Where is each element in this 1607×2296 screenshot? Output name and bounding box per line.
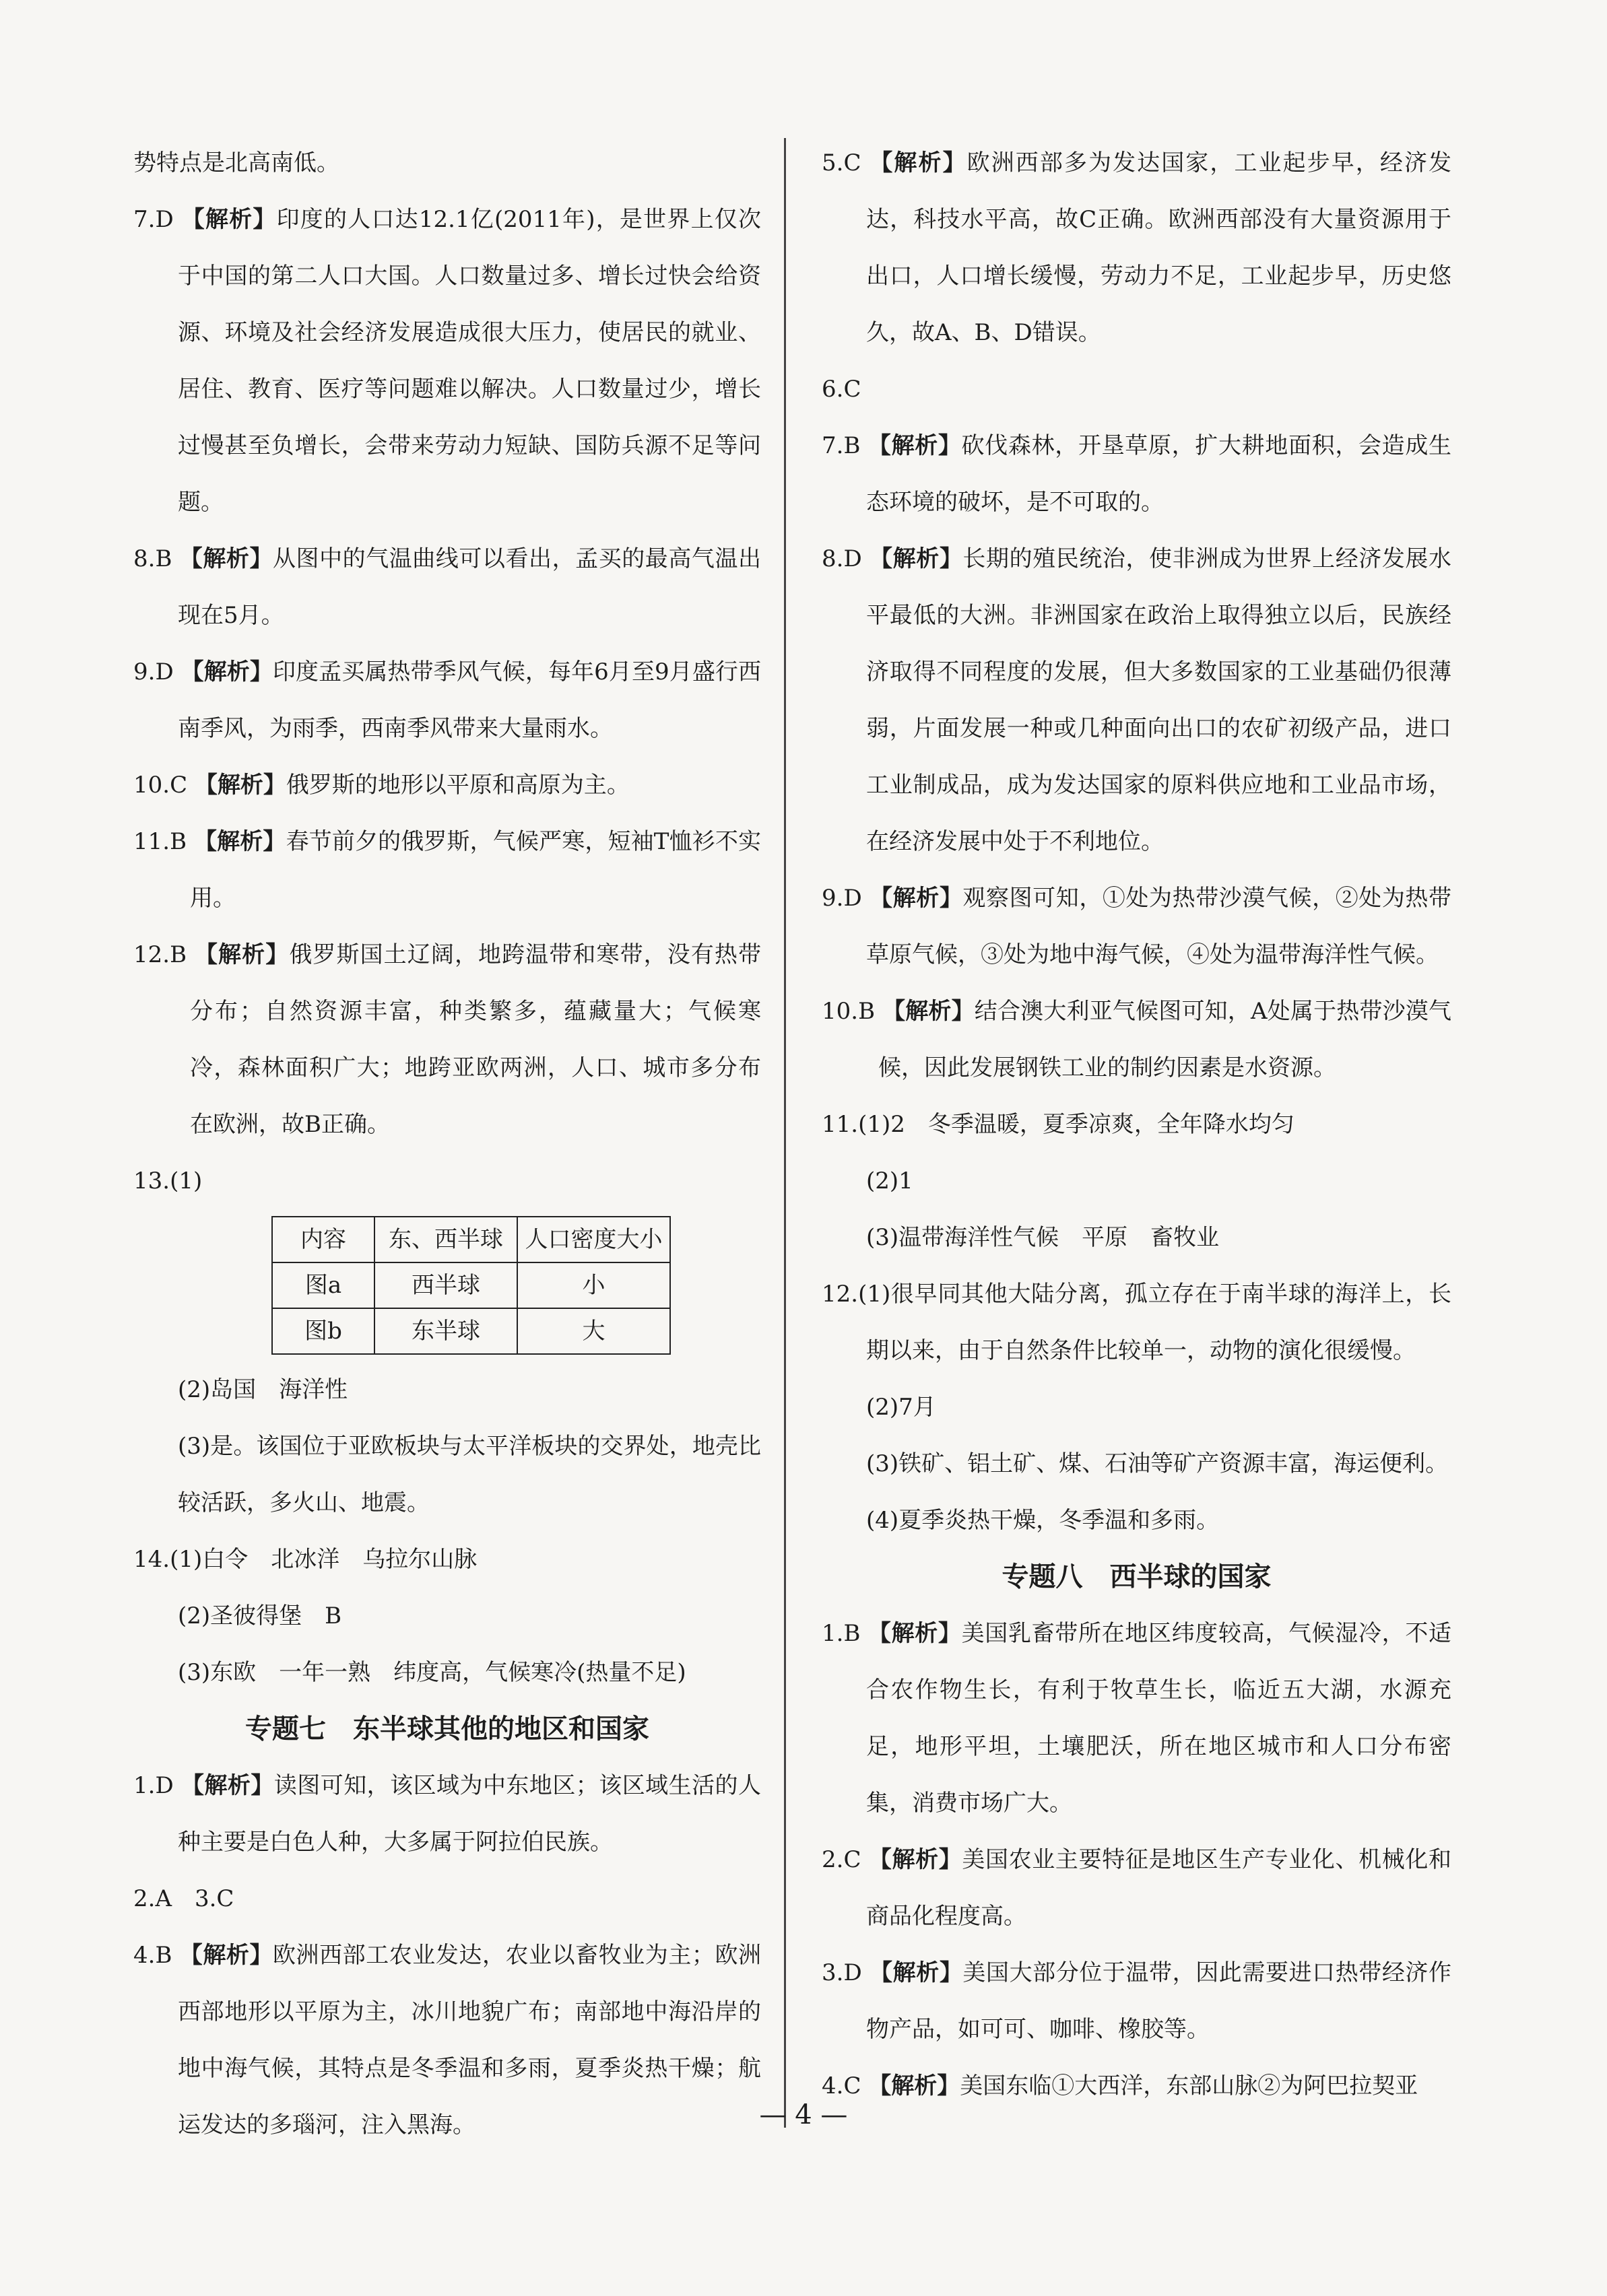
answer-11-part-3: (3)温带海洋性气候 平原 畜牧业 (866, 1224, 1220, 1251)
answer-12-part-2: (2)7月 (866, 1394, 936, 1421)
answer-number: 12.B (133, 941, 187, 968)
answer-number: 8.B (133, 545, 172, 572)
answer-number: 4.B (133, 1942, 172, 1969)
analysis-tag: 【解析】 (867, 1620, 962, 1647)
analysis-tag: 【解析】 (181, 659, 273, 685)
answer-number: 10.C (133, 772, 188, 799)
answer-number: 5.C (822, 149, 861, 176)
answer-text: 美国大部分位于温带，因此需要进口热带经济作物产品，如可可、咖啡、橡胶等。 (866, 1959, 1452, 2043)
answer-13-part-1: 13.(1) (133, 1168, 203, 1194)
answer-text: 结合澳大利亚气候图可知，A处属于热带沙漠气候，因此发展钢铁工业的制约因素是水资源。 (878, 998, 1451, 1081)
answer-text: 俄罗斯的地形以平原和高原为主。 (286, 772, 630, 799)
table-row (272, 1308, 670, 1354)
table-header-cell: 东、西半球 (374, 1217, 517, 1262)
s8-answer-2 (822, 1831, 1451, 1945)
answer-14-part-2: (2)圣彼得堡 B (178, 1602, 342, 1629)
answer-number: 1.B (822, 1620, 861, 1647)
answer-14-part-1: 14.(1)白令 北冰洋 乌拉尔山脉 (133, 1546, 478, 1573)
answer-number: 10.B (822, 998, 876, 1025)
page-number: — 4 — (759, 2099, 848, 2130)
table-cell: 西半球 (374, 1262, 517, 1308)
answer-text: 砍伐森林，开垦草原，扩大耕地面积，会造成生态环境的破坏，是不可取的。 (866, 432, 1452, 516)
analysis-tag: 【解析】 (870, 149, 967, 176)
answer-9 (133, 644, 761, 757)
analysis-tag: 【解析】 (181, 206, 277, 233)
analysis-tag: 【解析】 (194, 828, 286, 855)
column-divider (784, 138, 786, 2128)
answer-number: 9.D (133, 659, 174, 685)
answer-13-part-2: (2)岛国 海洋性 (178, 1376, 348, 1403)
answer-number: 7.B (822, 432, 861, 459)
answer-11 (133, 813, 761, 926)
continued-text: 势特点是北高南低。 (133, 149, 339, 176)
analysis-tag: 【解析】 (179, 1942, 273, 1969)
answer-12 (133, 926, 761, 1153)
answer-7 (133, 191, 761, 531)
table-header-cell: 内容 (272, 1217, 374, 1262)
analysis-tag: 【解析】 (870, 1959, 963, 1986)
table-cell: 大 (517, 1308, 670, 1354)
answer-12-part-4: (4)夏季炎热干燥，冬季温和多雨。 (866, 1507, 1220, 1534)
answer-text: 欧洲西部多为发达国家，工业起步早，经济发达，科技水平高，故C正确。欧洲西部没有大量资源用于出口，人口增长缓慢，劳动力不足，工业起步早，历史悠久，故A、B、D错误。 (866, 149, 1452, 346)
answer-text: 印度孟买属热带季风气候，每年6月至9月盛行西南季风，为雨季，西南季风带来大量雨水。 (178, 659, 762, 742)
answer-text: 印度的人口达12.1亿(2011年)，是世界上仅次于中国的第二人口大国。人口数量过多、增长过快会给资源、环境及社会经济发展造成很大压力，使居民的就业、居住、教育、医疗等问题难以解决。人口数量过少，增长过慢甚至负增长，会带来劳动力短缺、国防兵源不足等问题。 (178, 206, 761, 516)
answer-text: 从图中的气温曲线可以看出，孟买的最高气温出现在5月。 (178, 545, 761, 629)
analysis-tag: 【解析】 (867, 432, 962, 459)
answer-8 (133, 531, 761, 644)
table-header-row (272, 1217, 670, 1262)
table-cell: 图b (272, 1308, 374, 1354)
section-heading-7: 专题七 东半球其他的地区和国家 (245, 1714, 649, 1745)
analysis-tag: 【解析】 (882, 998, 975, 1025)
answer-number: 9.D (822, 885, 862, 912)
answer-13-part-3: (3)是。该国位于亚欧板块与太平洋板块的交界处，地壳比较活跃，多火山、地震。 (178, 1433, 761, 1516)
answer-5 (822, 135, 1451, 361)
answer-text: 长期的殖民统治，使非洲成为世界上经济发展水平最低的大洲。非洲国家在政治上取得独立以后，民族经济取得不同程度的发展，但大多数国家的工业基础仍很薄弱，片面发展一种或几种面向出口的农矿初级产品，进口工业制成品，成为发达国家的原料供应地和工业品市场，在经济发展中处于不利地位。 (866, 545, 1452, 855)
analysis-tag: 【解析】 (194, 941, 290, 968)
analysis-tag: 【解析】 (181, 1772, 274, 1799)
answer-text: 春节前夕的俄罗斯，气候严寒，短袖T恤衫不实用。 (190, 828, 762, 912)
table-header-cell: 人口密度大小 (517, 1217, 670, 1262)
answer-text: 观察图可知，①处为热带沙漠气候，②处为热带草原气候，③处为地中海气候，④处为温带海洋性气候。 (866, 885, 1452, 968)
answer-11-part-1: 11.(1)2 冬季温暖，夏季凉爽，全年降水均匀 (822, 1111, 1294, 1138)
answer-7 (822, 417, 1451, 531)
answer-text: 欧洲西部工农业发达，农业以畜牧业为主；欧洲西部地形以平原为主，冰川地貌广布；南部地中海沿岸的地中海气候，其特点是冬季温和多雨，夏季炎热干燥；航运发达的多瑙河，注入黑海。 (178, 1942, 761, 2138)
answer-number: 8.D (822, 545, 862, 572)
analysis-tag: 【解析】 (868, 1846, 962, 1873)
left-column (133, 135, 761, 2153)
s7-answer-2-3: 2.A 3.C (133, 1885, 234, 1912)
answer-text: 读图可知，该区域为中东地区；该区域生活的人种主要是白色人种，大多属于阿拉伯民族。 (178, 1772, 762, 1856)
s8-answer-3 (822, 1945, 1451, 2058)
answer-text: 俄罗斯国土辽阔，地跨温带和寒带，没有热带分布；自然资源丰富，种类繁多，蕴藏量大；气候寒冷，森林面积广大；地跨亚欧两洲，人口、城市多分布在欧洲，故B正确。 (190, 941, 762, 1138)
answer-number: 7.D (133, 206, 174, 233)
right-column (822, 135, 1451, 2114)
answer-number: 2.C (822, 1846, 861, 1873)
answer-number: 11.B (133, 828, 187, 855)
answer-9 (822, 870, 1451, 983)
s7-answer-1 (133, 1757, 761, 1870)
table-cell: 图a (272, 1262, 374, 1308)
s8-answer-1 (822, 1605, 1451, 1831)
answer-12-part-3: (3)铁矿、铝土矿、煤、石油等矿产资源丰富，海运便利。 (866, 1450, 1449, 1477)
answer-number: 1.D (133, 1772, 174, 1799)
table-row (272, 1262, 670, 1308)
answer-14-part-3: (3)东欧 一年一熟 纬度高，气候寒冷(热量不足) (178, 1659, 686, 1686)
answer-text: 美国农业主要特征是地区生产专业化、机械化和商品化程度高。 (866, 1846, 1451, 1930)
analysis-tag: 【解析】 (194, 772, 286, 799)
answer-10 (822, 983, 1451, 1096)
analysis-tag: 【解析】 (870, 885, 963, 912)
answer-number: 3.D (822, 1959, 862, 1986)
table-cell: 小 (517, 1262, 670, 1308)
answer-8 (822, 531, 1451, 870)
answer-text: 美国东临①大西洋，东部山脉②为阿巴拉契亚 (960, 2072, 1418, 2099)
analysis-tag: 【解析】 (870, 545, 963, 572)
answer-12-part-1: 12.(1)很早同其他大陆分离，孤立存在于南半球的海洋上，长期以来，由于自然条件比较单一，动物的演化很缓慢。 (822, 1281, 1451, 1364)
analysis-tag: 【解析】 (868, 2072, 960, 2099)
table-cell: 东半球 (374, 1308, 517, 1354)
answer-number: 4.C (822, 2072, 861, 2099)
answer-text: 美国乳畜带所在地区纬度较高，气候湿冷，不适合农作物生长，有利于牧草生长，临近五大湖，水源充足，地形平坦，土壤肥沃，所在地区城市和人口分布密集，消费市场广大。 (866, 1620, 1452, 1817)
analysis-tag: 【解析】 (179, 545, 273, 572)
population-table (271, 1216, 671, 1355)
answer-6: 6.C (822, 376, 861, 403)
answer-11-part-2: (2)1 (866, 1168, 913, 1194)
section-heading-8: 专题八 西半球的国家 (1002, 1561, 1272, 1592)
answer-10 (133, 757, 761, 813)
